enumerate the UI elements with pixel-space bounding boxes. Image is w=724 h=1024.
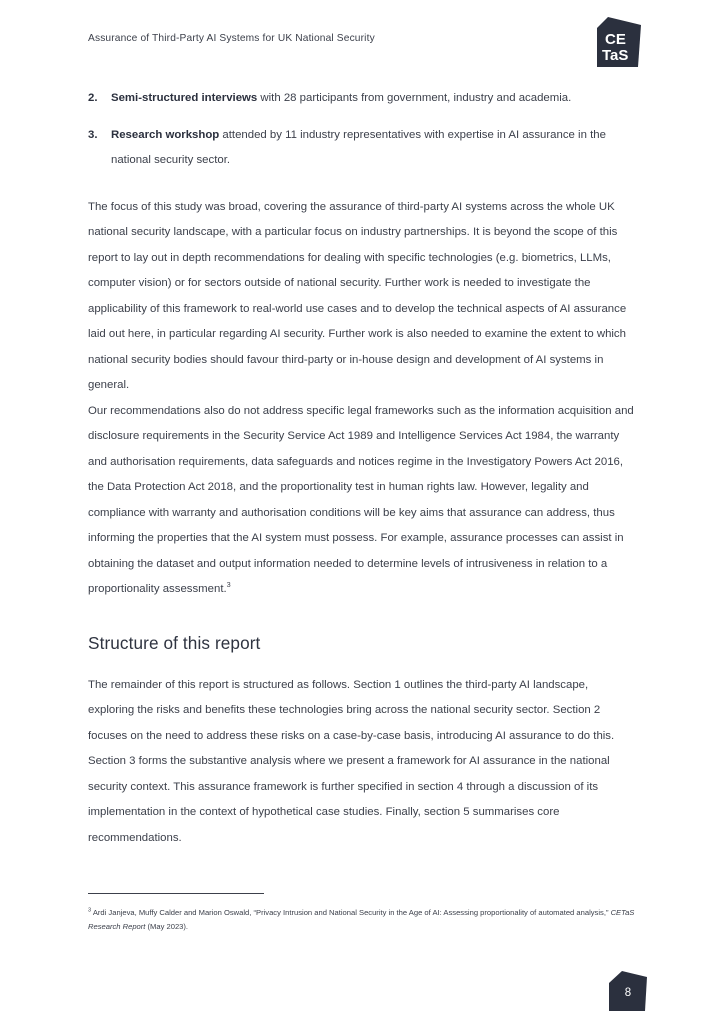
footnote-part1: Ardi Janjeva, Muffy Calder and Marion Oswald, “Privacy Intrusion and National Security in the Age of AI: Assessing proportionality of automated analysis,” <box>91 908 611 917</box>
paragraph-scope: The focus of this study was broad, covering the assurance of third-party AI systems across the whole UK national security landscape, with a particular focus on industry partnerships. It is beyond the scope of this report to lay out in depth recommendations for dealing with specific technologies (e.g. biometrics, LLMs, computer vision) or for sectors outside of national security. Further work is needed to investigate the applicability of this framework to real-world use cases and to develop the technical aspects of AI assurance laid out here, in particular regarding AI security. Further work is also needed to examine the extent to which national security bodies should favour third-party or in-house design and development of AI systems in general. <box>88 200 627 391</box>
footnote-number: 3 <box>88 907 92 914</box>
page-number-value: 8 <box>624 987 632 999</box>
list-item <box>88 123 637 174</box>
list-item-text: attended by 11 industry representatives with expertise in AI assurance in the national security sector. <box>111 128 606 166</box>
numbered-list <box>88 86 637 174</box>
footnote-part2: (May 2023). <box>145 921 189 931</box>
footnote-divider <box>88 893 264 894</box>
page-title: Structure of this report <box>88 632 261 653</box>
list-item-number: 2. <box>88 92 98 104</box>
list-item-lead: Research workshop <box>111 128 220 141</box>
footnote-publication: CETaS Research Report <box>88 908 635 931</box>
list-item-number: 3. <box>88 128 98 141</box>
page-header <box>88 33 588 44</box>
paragraph-legal-text: Our recommendations also do not address specific legal frameworks such as the information acquisition and disclosure requirements in the Security Service Act 1989 and Intelligence Services Act 1984, the warranty and authorisation requirements, data safeguards and notices regime in the Investigatory Powers Act 2016, the Data Protection Act 2018, and the proportionality test in human rights law. However, legality and compliance with warranty and authorisation conditions will be key aims that assurance can address, thus informing the properties that the AI system must possess. For example, assurance processes can assist in obtaining the dataset and output information needed to determine levels of intrusiveness in relation to a proportionality assessment. <box>88 404 634 595</box>
logo-line2: TaS <box>602 47 629 64</box>
header-title: Assurance of Third-Party AI Systems for UK National Security <box>88 33 375 44</box>
list-item-text: with 28 participants from government, industry and academia. <box>257 92 572 104</box>
footnote-entry <box>88 906 637 933</box>
section-heading-block <box>88 633 637 654</box>
logo-line1: CE <box>605 31 626 48</box>
list-item-lead: Semi-structured interviews <box>111 92 258 104</box>
paragraph-legal <box>88 399 637 603</box>
page-content <box>88 86 637 851</box>
page-number-badge <box>609 971 647 1011</box>
cetas-logo <box>597 17 641 67</box>
paragraph-structure: The remainder of this report is structured as follows. Section 1 outlines the third-party AI landscape, exploring the risks and benefits these technologies bring across the national security sector. Section 2 focuses on the need to address these risks on a case-by-case basis, introducing AI assurance to do this. Section 3 forms the substantive analysis where we present a framework for AI assurance in the national security context. This assurance framework is further specified in section 4 through a discussion of its implementation in the context of hypothetical case studies. Finally, section 5 summarises core recommendations. <box>88 678 615 844</box>
list-item <box>88 86 637 112</box>
footnote-marker-inline: 3 <box>226 580 231 590</box>
footnote-area <box>88 893 637 933</box>
